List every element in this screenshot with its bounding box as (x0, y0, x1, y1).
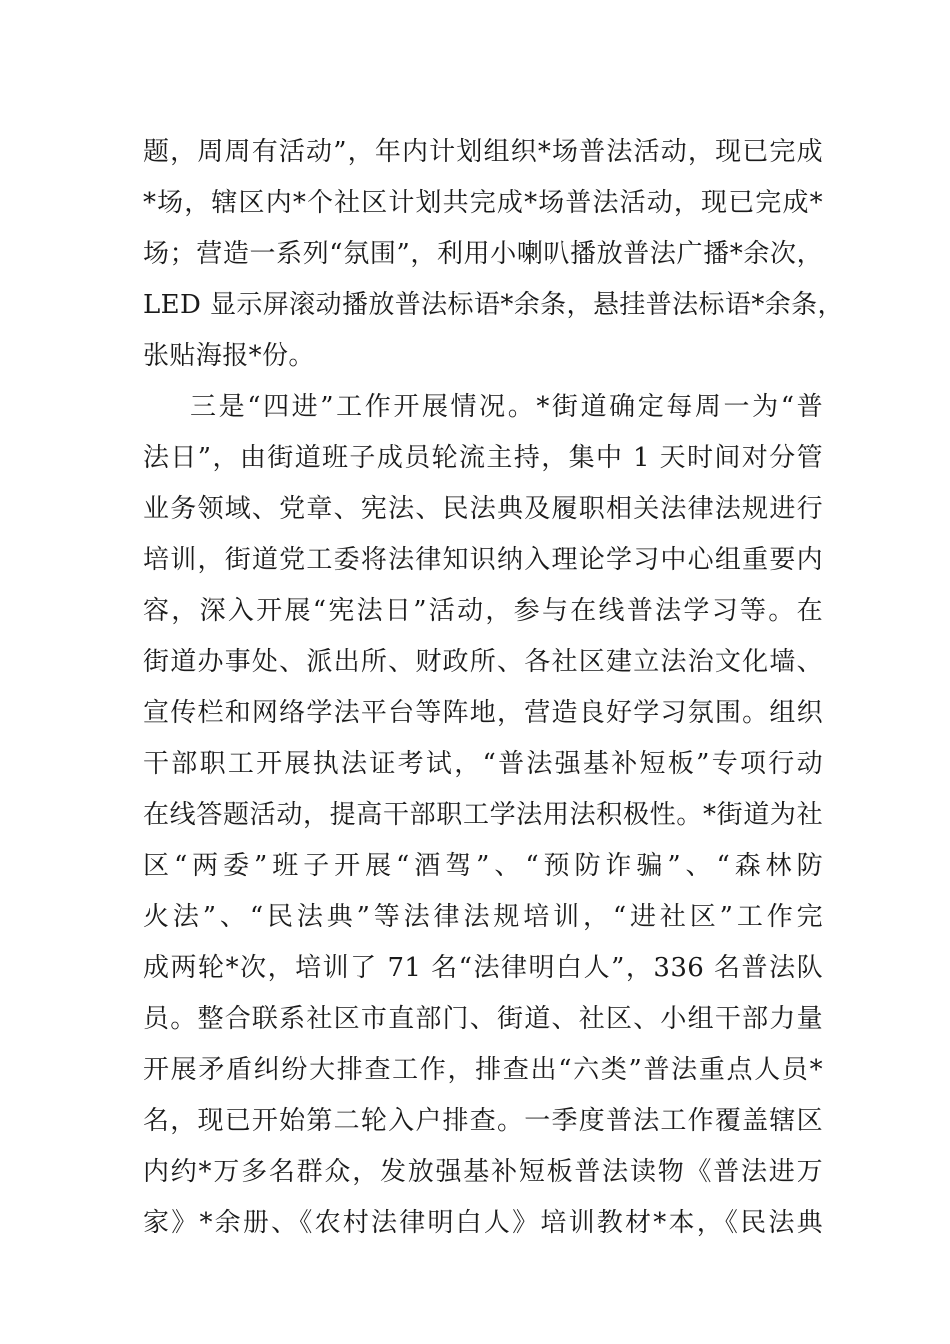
body-line: 场；营造一系列“氛围”，利用小喇叭播放普法广播*余次， (143, 239, 823, 269)
body-line: 名，现已开始第二轮入户排查。一季度普法工作覆盖辖区 (143, 1106, 823, 1136)
body-line: 宣传栏和网络学法平台等阵地，营造良好学习氛围。组织 (143, 698, 823, 728)
body-line: 张贴海报*份。 (143, 341, 315, 371)
body-line: 在线答题活动，提高干部职工学法用法积极性。*街道为社 (143, 800, 823, 830)
body-line: 业务领域、党章、宪法、民法典及履职相关法律法规进行 (143, 494, 823, 524)
body-line: 区“两委”班子开展“酒驾”、“预防诈骗”、“森林防 (143, 851, 823, 881)
body-line: LED 显示屏滚动播放普法标语*余条，悬挂普法标语*余条， (143, 290, 844, 320)
body-line: *场，辖区内*个社区计划共完成*场普法活动，现已完成* (143, 188, 823, 218)
body-line: 开展矛盾纠纷大排查工作，排查出“六类”普法重点人员* (143, 1055, 823, 1085)
paragraph-first-line: 三是“四进”工作开展情况。*街道确定每周一为“普 (190, 392, 823, 422)
body-line: 街道办事处、派出所、财政所、各社区建立法治文化墙、 (143, 647, 823, 677)
body-line: 成两轮*次，培训了 71 名“法律明白人”，336 名普法队 (143, 953, 823, 983)
body-line: 家》*余册、《农村法律明白人》培训教材*本，《民法典 (143, 1208, 823, 1238)
body-line: 火法”、“民法典”等法律法规培训，“进社区”工作完 (143, 902, 823, 932)
body-line: 干部职工开展执法证考试，“普法强基补短板”专项行动 (143, 749, 823, 779)
body-line: 员。整合联系社区市直部门、街道、社区、小组干部力量 (143, 1004, 823, 1034)
body-line: 题，周周有活动”，年内计划组织*场普法活动，现已完成 (143, 137, 823, 167)
body-line: 法日”，由街道班子成员轮流主持，集中 1 天时间对分管 (143, 443, 823, 473)
body-line: 培训，街道党工委将法律知识纳入理论学习中心组重要内 (143, 545, 823, 575)
body-line: 容，深入开展“宪法日”活动，参与在线普法学习等。在 (143, 596, 823, 626)
body-line: 内约*万多名群众，发放强基补短板普法读物《普法进万 (143, 1157, 823, 1187)
